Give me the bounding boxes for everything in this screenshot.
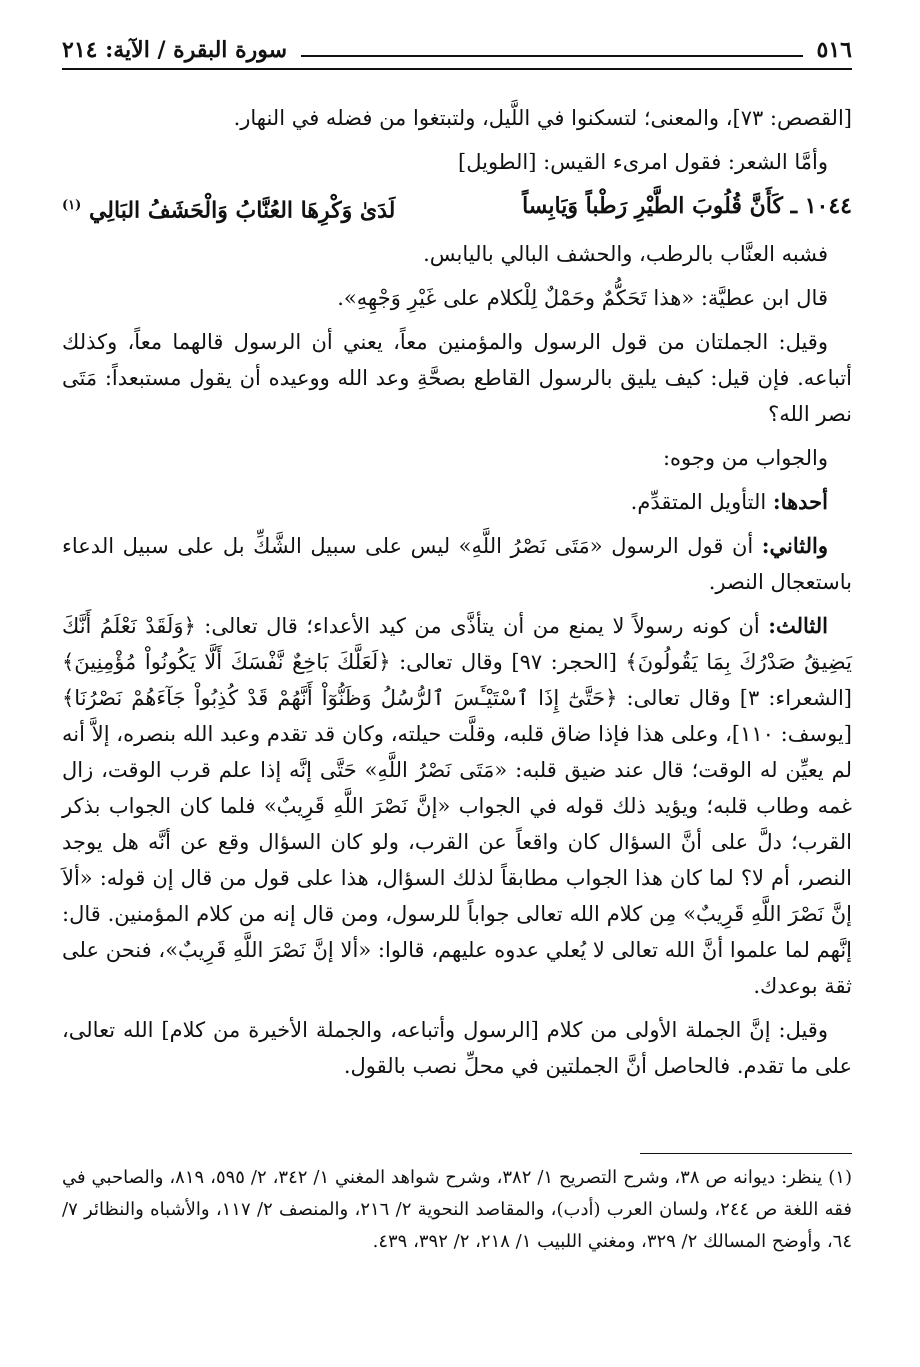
header-line <box>301 43 803 57</box>
page-header <box>62 32 852 68</box>
paragraph-6: والجواب من وجوه: <box>662 446 828 471</box>
first-label: أحدها: <box>772 489 828 515</box>
paragraph-9 <box>62 608 852 1004</box>
paragraph-7 <box>62 484 852 520</box>
second-label: والثاني: <box>761 533 828 559</box>
footnote-divider <box>640 1153 852 1154</box>
first-text: التأويل المتقدِّم. <box>630 490 773 515</box>
third-label: الثالث: <box>768 613 828 639</box>
paragraph-3: فشبه العنَّاب بالرطب، والحشف البالي باليابس. <box>423 242 828 267</box>
paragraph-1: [القصص: ٧٣]، والمعنى؛ لتسكنوا في اللَّيل، ولتبتغوا من فضله في النهار. <box>233 106 852 130</box>
third-text: أن كونه رسولاً لا يمنع من أن يتأذَّى من كيد الأعداء؛ قال تعالى: ﴿وَلَقَدْ نَعْلَمُ أَنَّكَ يَضِيقُ صَدْرُكَ بِمَا يَقُولُونَ﴾ [الحجر: ٩٧] وقال تعالى: ﴿لَعَلَّكَ بَاخِعٌ نَّفْسَكَ أَلَّا يَكُونُواْ مُؤْمِنِينَ﴾ [الشعراء: ٣] وقال تعالى: ﴿حَتَّىٰٓ إِذَا ٱسْتَيْـَٔسَ ٱلرُّسُلُ وَظَنُّوٓاْ أَنَّهُمْ قَدْ كُذِبُواْ جَآءَهُمْ نَصْرُنَا﴾ [يوسف: ١١٠]، وعلى هذا فإذا ضاق قلبه، وقلَّت حيلته، وكان قد تقدم وعبد الله بنصره، إلاَّ أنه لم يعيِّن له الوقت؛ قال عند ضيق قلبه: «مَتَى نَصْرُ اللَّهِ» حَتَّى إنَّه إذا علم قرب الوقت، زال غمه وطاب قلبه؛ ويؤيد ذلك قوله في الجواب «إنَّ نَصْرَ اللَّهِ قَرِيبٌ» فلما كان الجواب بذكر القرب؛ دلَّ على أنَّ السؤال كان واقعاً عن القرب، ولو كان السؤال وقع عن أنَّه هل يوجد النصر، أم لا؟ لما كان هذا الجواب مطابقاً لذلك السؤال، هذا على قول من قال إن قوله: «ألاَ إنَّ نَصْرَ اللَّهِ قَرِيبٌ» مِن كلام الله تعالى جواباً للرسول، ومن قال إنه من كلام المؤمنين. قال: إنَّهم لما علموا أنَّ الله تعالى لا يُعلي عدوه عليهم، قالوا: «ألا إنَّ نَصْرَ اللَّهِ قَرِيبٌ»، فنحن على ثقة بوعدك. <box>62 614 852 999</box>
second-text: أن قول الرسول «مَتَى نَصْرُ اللَّهِ» ليس على سبيل الشَّكِّ بل على سبيل الدعاء باستعجال النصر. <box>62 534 852 595</box>
paragraph-4: قال ابن عطيَّة: «هذا تَحَكُّمٌ وحَمْلٌ لِلْكلام على غَيْرِ وَجْهِهِ». <box>337 286 828 311</box>
main-text <box>62 100 852 1084</box>
paragraph-10: وقيل: إنَّ الجملة الأولى من كلام [الرسول وأتباعه، والجملة الأخيرة من كلام] الله تعالى، على ما تقدم. فالحاصل أنَّ الجملتين في محلِّ نصب بالقول. <box>62 1018 852 1079</box>
verse-number: ١٠٤٤ ـ <box>790 193 852 219</box>
page-number: ٥١٦ <box>816 37 852 63</box>
paragraph-2: وأمَّا الشعر: فقول امرىء القيس: [الطويل] <box>458 150 828 174</box>
header-divider <box>62 68 852 70</box>
footnotes <box>62 1162 852 1258</box>
paragraph-8 <box>62 528 852 600</box>
surah-verse-title: سورة البقرة / الآية: ٢١٤ <box>62 37 288 63</box>
footnote-marker: (١) <box>62 198 82 213</box>
verse-second-hemistich: لَدَىٰ وَكْرِهَا العُنَّابُ وَالْحَشَفُ البَالِي <box>88 197 396 224</box>
poetry-verse <box>62 186 852 230</box>
footnote-1: (١) ينظر: ديوانه ص ٣٨، وشرح التصريح ١/ ٣٨٢، وشرح شواهد المغني ١/ ٣٤٢، ٢/ ٥٩٥، ٨١٩، والصاحبي في فقه اللغة ص ٢٤٤، ولسان العرب (أدب)، والمقاصد النحوية ٢/ ٢١٦، والمنصف ٢/ ١١٧، والأشباه والنظائر ٧/ ٦٤، وأوضح المسالك ٢/ ٣٢٩، ومغني اللبيب ١/ ٢١٨، ٢/ ٣٩٢، ٤٣٩. <box>62 1167 852 1252</box>
verse-second-half <box>62 186 395 230</box>
paragraph-5: وقيل: الجملتان من قول الرسول والمؤمنين معاً، يعني أن الرسول قالهما معاً، وكذلك أتباعه. فإن قيل: كيف يليق بالرسول القاطع بصحَّةِ وعد الله ووعيده أن يقول مستبعداً: مَتَى نصر الله؟ <box>62 330 852 427</box>
verse-first-hemistich: كَأَنَّ قُلُوبَ الطَّيْرِ رَطْباً وَيَابِساً <box>522 193 783 219</box>
verse-first-half <box>522 186 852 230</box>
